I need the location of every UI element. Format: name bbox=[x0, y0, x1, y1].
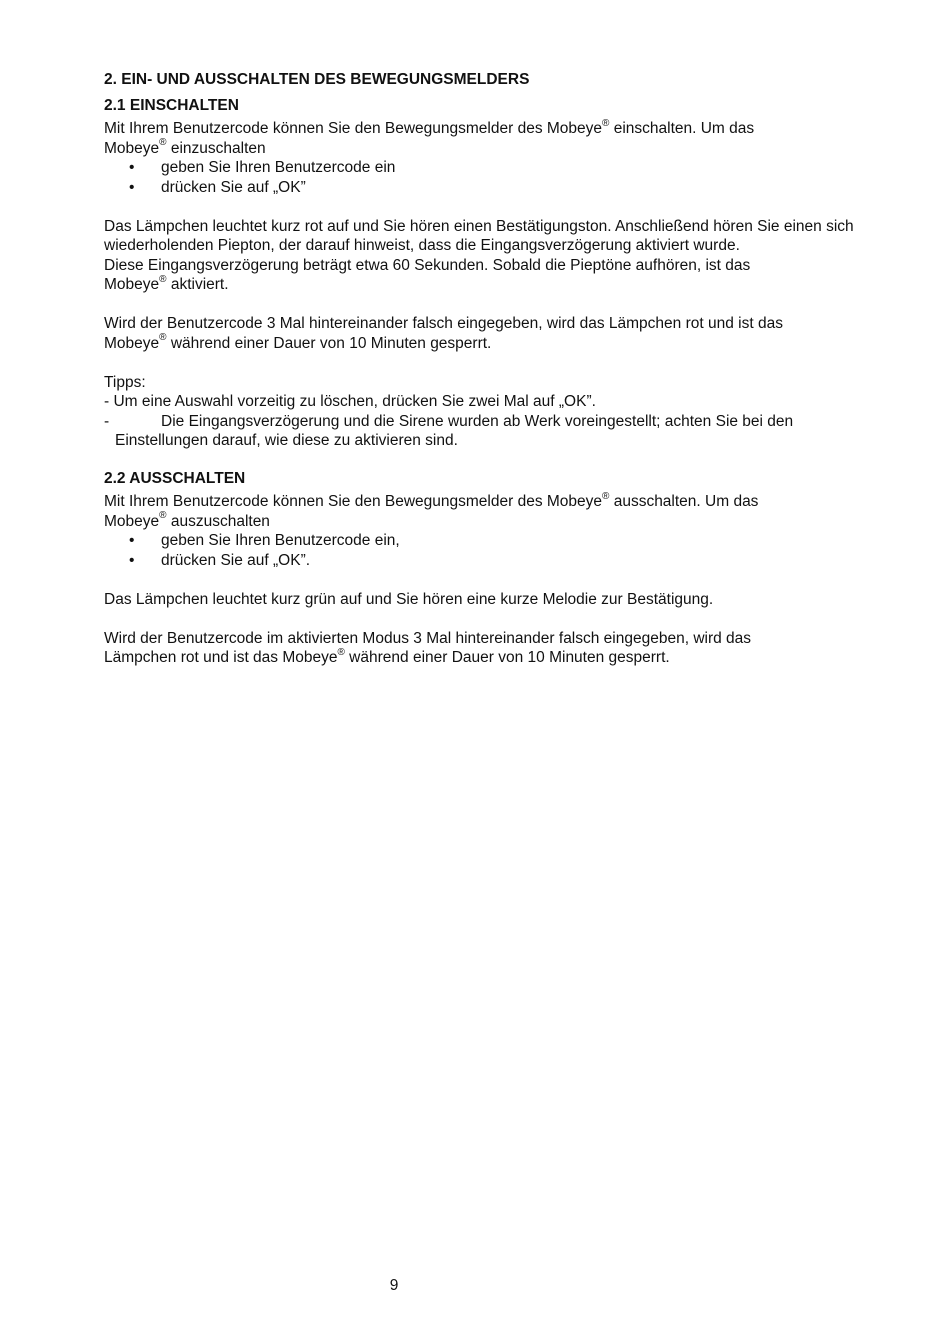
list-item bbox=[104, 178, 854, 198]
bullet-icon: • bbox=[129, 532, 135, 549]
document-page bbox=[104, 70, 854, 668]
tip-text: Einstellungen darauf, wie diese zu aktivieren sind. bbox=[115, 432, 458, 449]
registered-mark: ® bbox=[159, 137, 167, 149]
tip-item bbox=[104, 392, 854, 412]
list-item-text: drücken Sie auf „OK” bbox=[161, 178, 306, 196]
paragraph-delay bbox=[104, 256, 854, 295]
paragraph-text: Mobeye bbox=[104, 276, 160, 293]
tips-label: Tipps: bbox=[104, 373, 146, 391]
registered-mark: ® bbox=[602, 117, 610, 129]
intro-paragraph-ausschalten bbox=[104, 492, 854, 531]
list-item-text: geben Sie Ihren Benutzercode ein, bbox=[161, 532, 400, 549]
bullet-list-einschalten bbox=[104, 158, 854, 197]
intro-text: Mit Ihrem Benutzercode können Sie den Bewegungsmelder des Mobeye bbox=[104, 493, 603, 510]
paragraph-lockout-active bbox=[104, 629, 854, 668]
paragraph-melody: Das Lämpchen leuchtet kurz grün auf und Sie hören eine kurze Melodie zur Bestätigung. bbox=[104, 590, 714, 608]
paragraph-confirmation: Das Lämpchen leuchtet kurz rot auf und Sie hören einen Bestätigungston. Anschließend hören Sie einen sich wiederholenden Piepton, der darauf hinweist, dass die Eingangsverzögerung aktiviert wurde. bbox=[104, 217, 854, 254]
paragraph-text: Wird der Benutzercode 3 Mal hintereinander falsch eingegeben, wird das Lämpchen rot und ist das bbox=[104, 315, 783, 332]
section-title-ausschalten: 2.2 AUSSCHALTEN bbox=[104, 469, 246, 487]
dash: - bbox=[104, 393, 110, 410]
bullet-icon: • bbox=[129, 159, 135, 176]
list-item bbox=[104, 158, 854, 178]
intro-text: Mobeye bbox=[104, 512, 160, 530]
intro-text: einzuschalten bbox=[166, 139, 266, 157]
paragraph-text: während einer Dauer von 10 Minuten gesperrt. bbox=[344, 649, 670, 666]
paragraph-text: während einer Dauer von 10 Minuten gesperrt. bbox=[166, 334, 492, 352]
dash: - bbox=[104, 412, 110, 430]
paragraph-text: Mobeye bbox=[104, 334, 160, 352]
bullet-list-ausschalten bbox=[104, 531, 854, 570]
main-heading: 2. EIN- UND AUSSCHALTEN DES BEWEGUNGSMELDERS bbox=[104, 71, 530, 88]
list-item bbox=[104, 531, 854, 551]
tip-item bbox=[104, 412, 854, 451]
bullet-icon: • bbox=[129, 178, 135, 196]
tip-text: Um eine Auswahl vorzeitig zu löschen, drücken Sie zwei Mal auf „OK”. bbox=[113, 393, 596, 410]
list-item-text: geben Sie Ihren Benutzercode ein bbox=[161, 159, 396, 176]
intro-text: Mobeye bbox=[104, 139, 160, 157]
page-number: 9 bbox=[389, 1277, 399, 1294]
registered-mark: ® bbox=[159, 510, 167, 522]
paragraph-text: aktiviert. bbox=[166, 276, 229, 293]
list-item bbox=[104, 551, 854, 571]
registered-mark: ® bbox=[337, 646, 345, 658]
intro-text: auszuschalten bbox=[166, 512, 270, 530]
section-title-einschalten: 2.1 EINSCHALTEN bbox=[104, 96, 239, 114]
tip-text: Die Eingangsverzögerung und die Sirene wurden ab Werk voreingestellt; achten Sie bei den bbox=[161, 412, 794, 430]
paragraph-lockout bbox=[104, 314, 854, 353]
intro-text: Mit Ihrem Benutzercode können Sie den Bewegungsmelder des Mobeye bbox=[104, 120, 603, 137]
intro-text: einschalten. Um das bbox=[609, 120, 755, 137]
registered-mark: ® bbox=[159, 273, 167, 285]
list-item-text: drücken Sie auf „OK”. bbox=[161, 551, 311, 569]
paragraph-text: Diese Eingangsverzögerung beträgt etwa 60 Sekunden. Sobald die Pieptöne aufhören, ist das bbox=[104, 256, 751, 274]
bullet-icon: • bbox=[129, 551, 135, 569]
paragraph-text: Wird der Benutzercode im aktivierten Modus 3 Mal hintereinander falsch eingegeben, wird das bbox=[104, 629, 752, 647]
paragraph-text: Lämpchen rot und ist das Mobeye bbox=[104, 649, 338, 666]
registered-mark: ® bbox=[159, 332, 167, 344]
intro-paragraph-einschalten bbox=[104, 119, 854, 158]
intro-text: ausschalten. Um das bbox=[609, 493, 759, 510]
registered-mark: ® bbox=[602, 490, 610, 502]
